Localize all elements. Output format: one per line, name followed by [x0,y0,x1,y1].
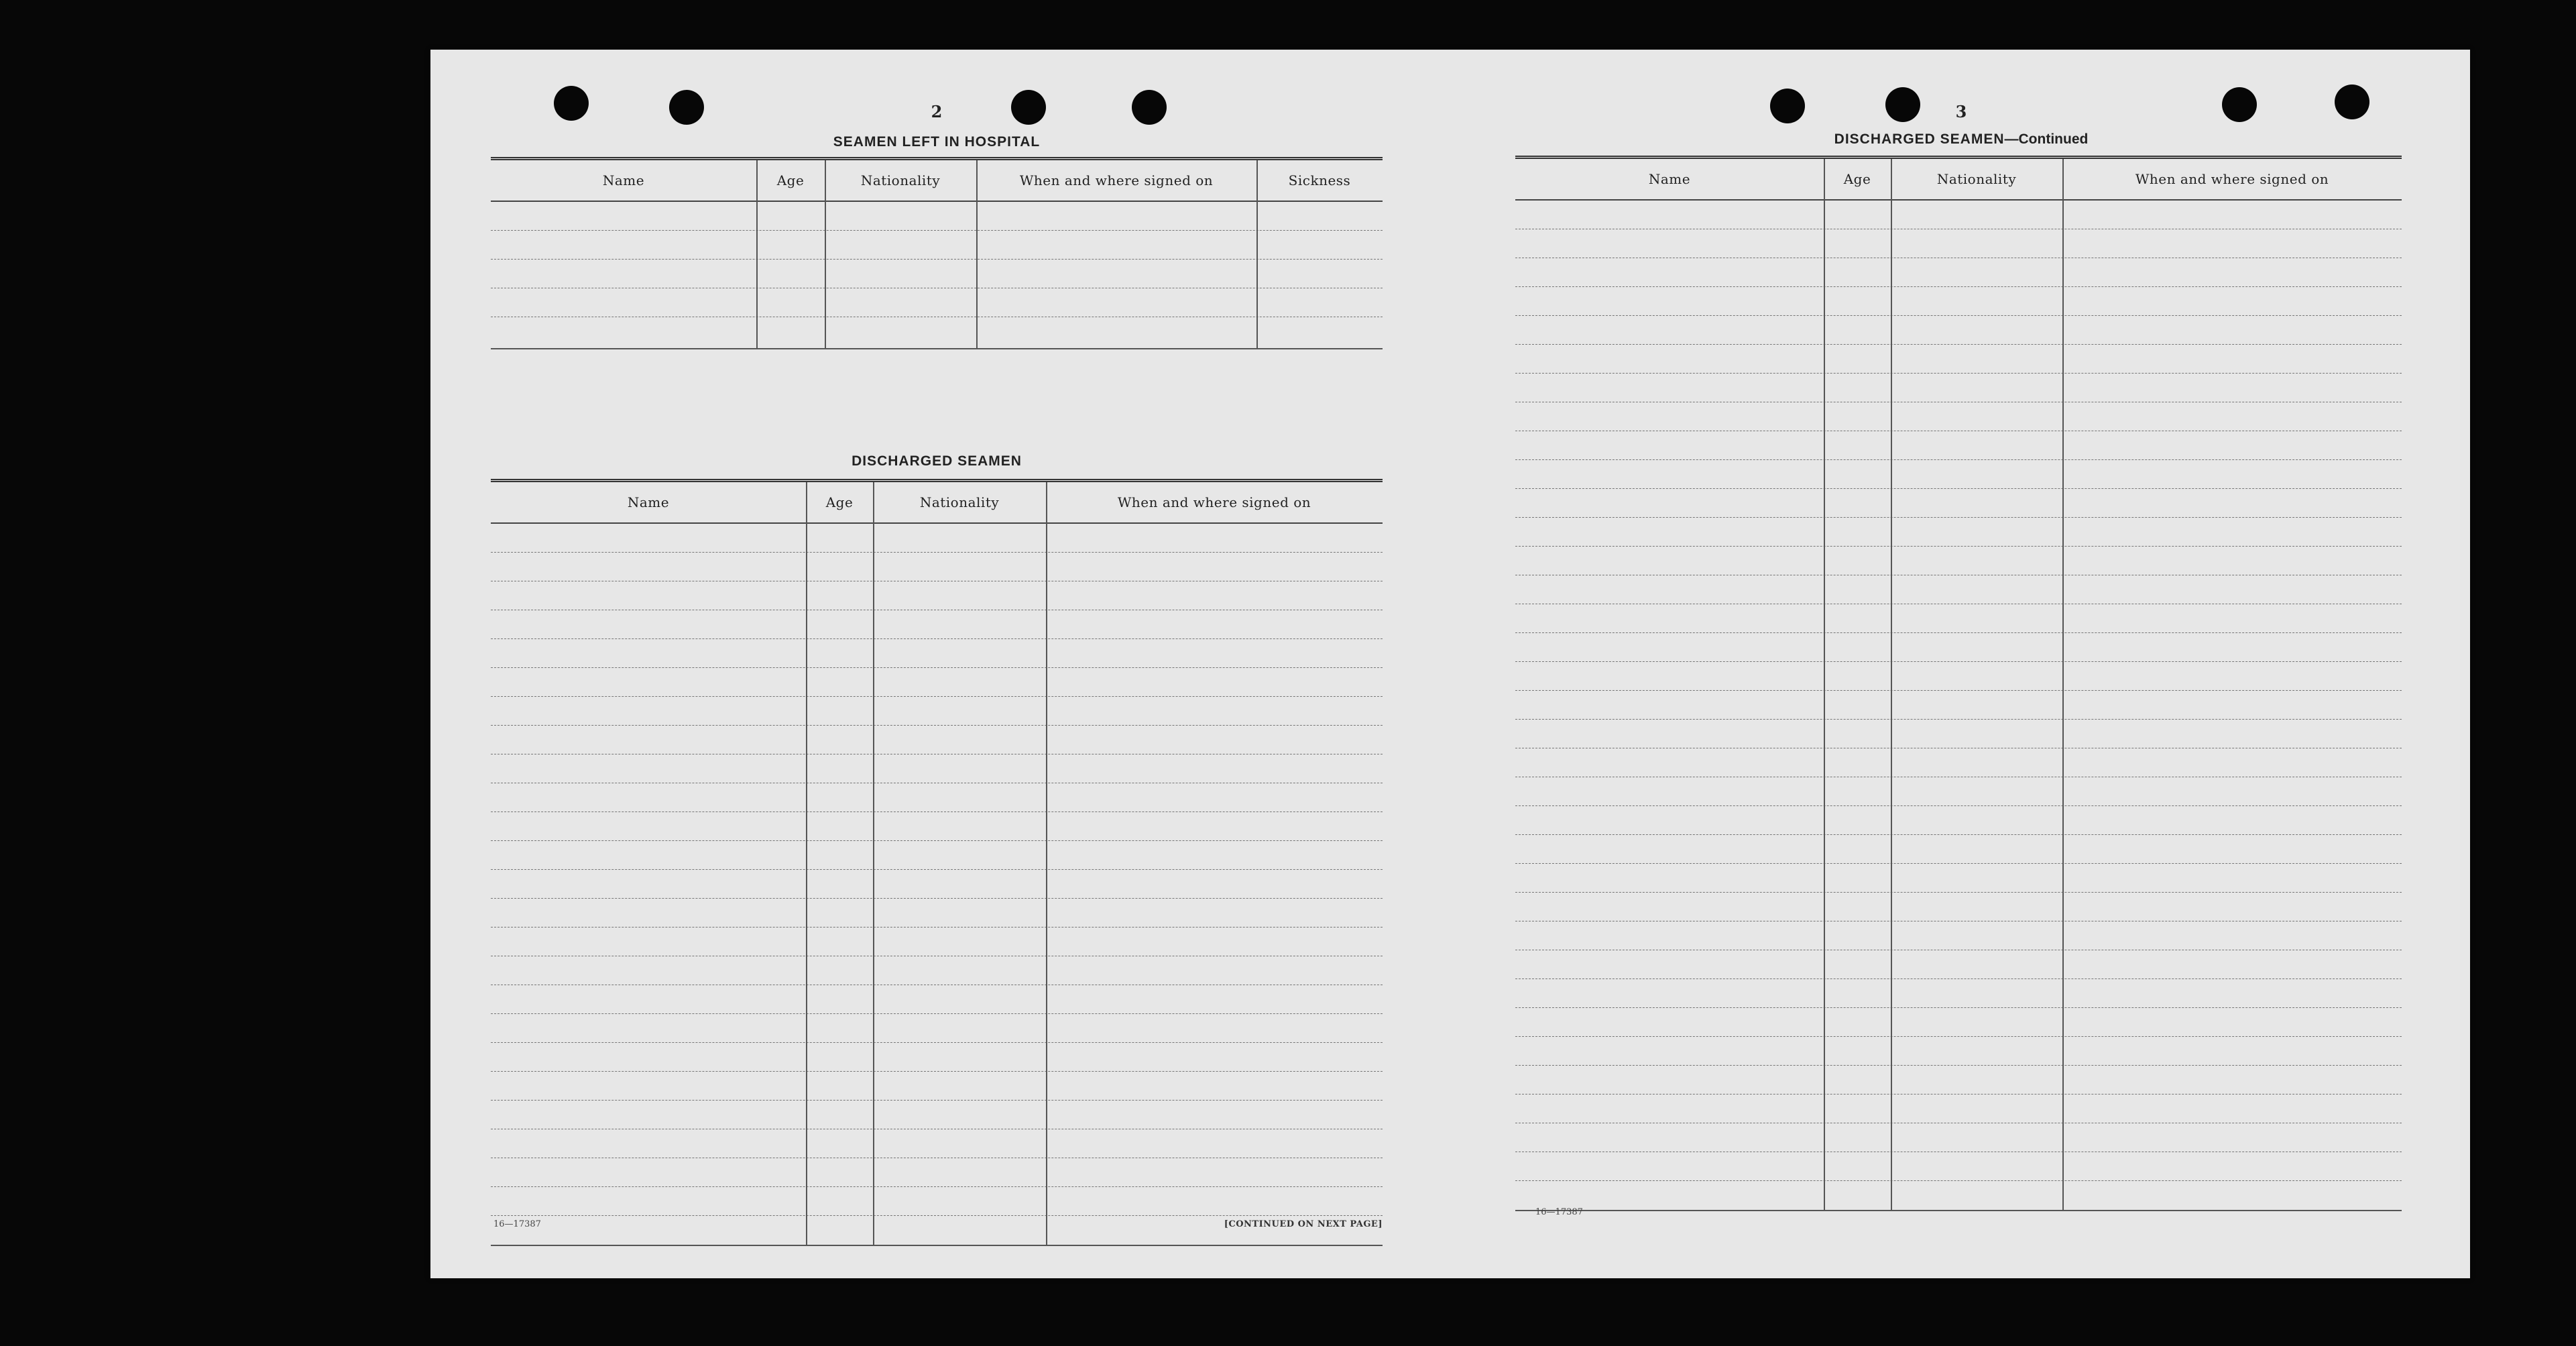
table-row [491,231,1383,260]
column-divider [1824,159,1825,1211]
table-row [491,783,1383,812]
table-row [491,317,1383,348]
section-title-discharged: DISCHARGED SEAMEN [852,453,1022,469]
table-row [491,668,1383,697]
table-row [491,524,1383,553]
table-row [491,870,1383,899]
table-row [1515,777,2402,806]
table-row [491,639,1383,668]
table-row [491,985,1383,1014]
column-header-name: Name [602,172,645,188]
discharged-table [491,479,1383,1246]
column-header-nationality: Nationality [860,172,941,188]
section-title-suffix: —Continued [2004,131,2089,147]
table-row [1515,806,2402,835]
table-row [1515,201,2402,229]
table-row [1515,893,2402,921]
form-code: 16—17387 [1535,1207,1583,1217]
table-row [1515,720,2402,748]
table-row [1515,1123,2402,1152]
column-divider [1046,482,1047,1246]
table-row [1515,431,2402,460]
column-header-signed-on: When and where signed on [1117,494,1311,510]
column-divider [756,160,758,349]
table-row [1515,604,2402,633]
table-row [1515,633,2402,662]
table-row [491,956,1383,985]
table-row [1515,287,2402,316]
table-row [1515,575,2402,604]
table-row [491,1129,1383,1158]
table-body [491,524,1383,1246]
table-row [491,841,1383,870]
column-divider [1891,159,1892,1211]
column-header-nationality: Nationality [919,494,1000,510]
table-row [491,1158,1383,1187]
column-header-name: Name [627,494,670,510]
right-page [1515,50,2407,1278]
form-code: 16—17387 [493,1219,541,1229]
table-row [491,1014,1383,1043]
column-header-sickness: Sickness [1288,172,1351,188]
table-row [1515,374,2402,402]
column-header-age: Age [1843,171,1871,187]
table-row [1515,316,2402,345]
table-row [1515,864,2402,893]
table-row [491,726,1383,754]
column-divider [806,482,807,1246]
table-row [1515,1037,2402,1066]
table-row [491,610,1383,639]
table-row [1515,258,2402,287]
table-header [491,482,1383,524]
table-row [1515,518,2402,547]
table-row [491,202,1383,231]
page-number: 2 [931,102,943,121]
table-row [491,1072,1383,1101]
table-body [491,202,1383,349]
column-header-nationality: Nationality [1936,171,2017,187]
table-row [491,812,1383,841]
continued-note: [CONTINUED ON NEXT PAGE] [1224,1219,1383,1229]
column-divider [2062,159,2064,1211]
table-row [1515,921,2402,950]
column-divider [825,160,826,349]
table-header [491,160,1383,202]
left-page [491,50,1383,1278]
table-body [1515,201,2402,1211]
table-row [1515,547,2402,575]
column-header-age: Age [825,494,854,510]
discharged-continued-table [1515,156,2402,1211]
table-row [491,697,1383,726]
table-row [1515,229,2402,258]
table-row [1515,1095,2402,1123]
table-row [1515,1066,2402,1095]
table-row [1515,402,2402,431]
table-row [1515,662,2402,691]
table-row [491,1187,1383,1216]
table-row [491,260,1383,288]
table-row [1515,1152,2402,1181]
table-header [1515,159,2402,201]
section-title-text: DISCHARGED SEAMEN [1834,131,2005,147]
table-row [1515,691,2402,720]
table-row [491,1101,1383,1129]
table-row [491,928,1383,956]
table-row [491,581,1383,610]
table-row [491,1043,1383,1072]
column-header-name: Name [1648,171,1691,187]
column-header-signed-on: When and where signed on [1019,172,1214,188]
table-row [491,553,1383,581]
column-divider [1256,160,1258,349]
table-row [1515,460,2402,489]
column-divider [873,482,874,1246]
table-row [1515,950,2402,979]
document-sheet [430,50,2470,1278]
section-title-discharged-continued [1515,131,2407,148]
column-header-signed-on: When and where signed on [2135,171,2329,187]
table-row [1515,1008,2402,1037]
table-row [1515,1181,2402,1210]
table-row [1515,345,2402,374]
table-row [491,754,1383,783]
column-header-age: Age [776,172,805,188]
hospital-table [491,157,1383,349]
table-row [491,899,1383,928]
table-row [1515,489,2402,518]
page-number: 3 [1955,102,1967,121]
column-divider [976,160,978,349]
table-row [1515,979,2402,1008]
table-row [1515,748,2402,777]
table-row [1515,835,2402,864]
table-row [491,288,1383,317]
section-title-hospital: SEAMEN LEFT IN HOSPITAL [833,134,1041,150]
